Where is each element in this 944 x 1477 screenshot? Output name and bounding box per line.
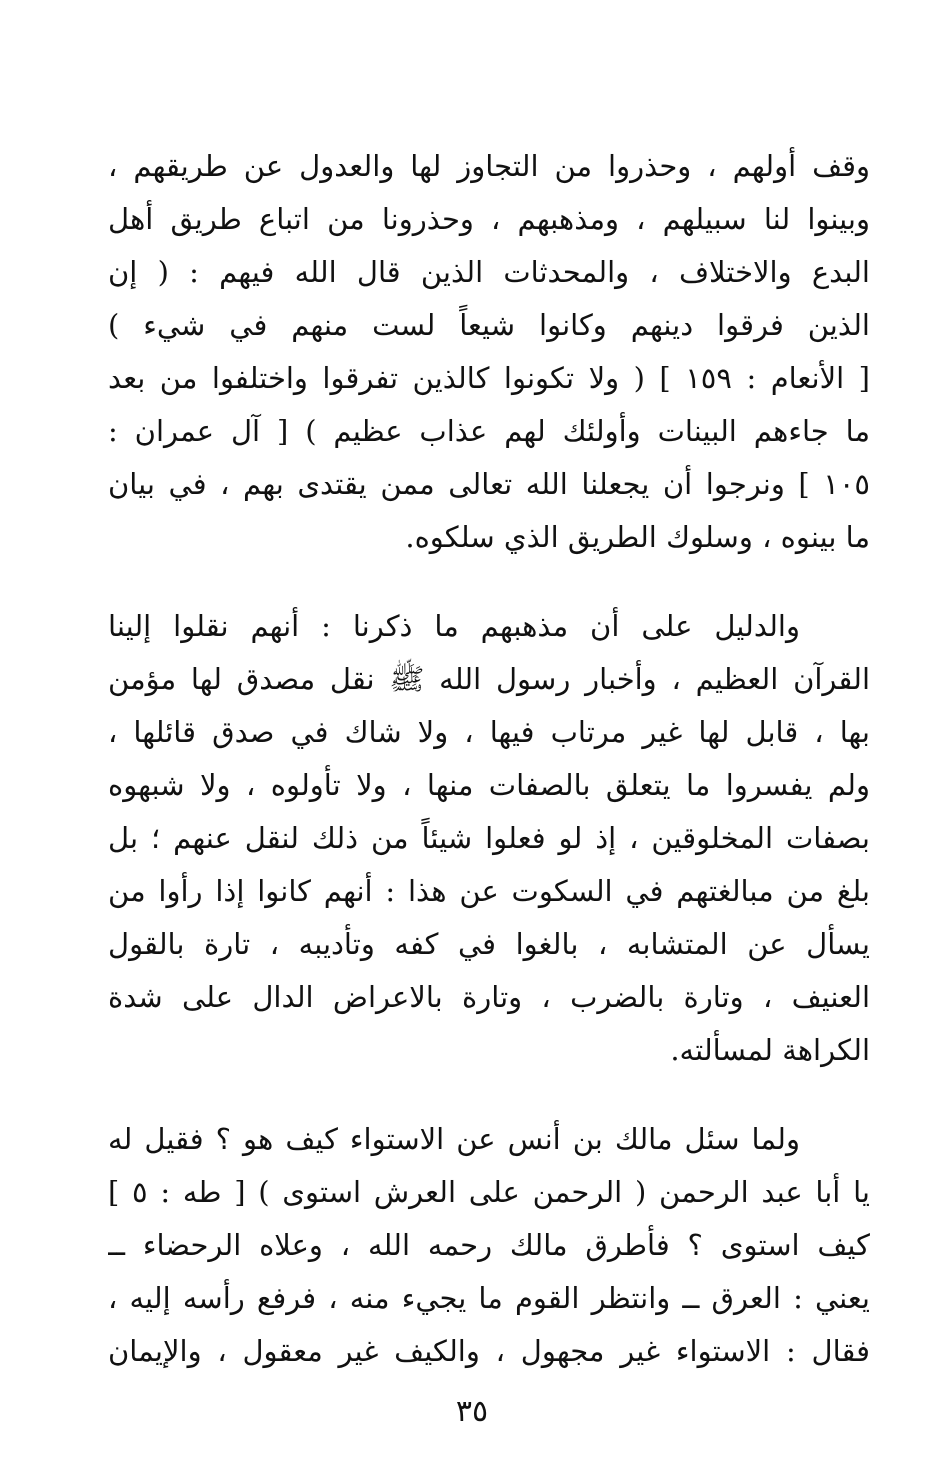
page-number: ٣٥ — [455, 1394, 489, 1429]
paragraph-gap — [108, 564, 870, 600]
text-line: يعني : العرق ــ وانتظر القوم ما يجيء منه ، فرفع رأسه إليه ، — [108, 1281, 870, 1315]
text-line: يسأل عن المتشابه ، بالغوا في كفه وتأديبه ، تارة بالقول — [108, 927, 870, 961]
text-line: العنيف ، وتارة بالضرب ، وتارة بالاعراض الدال على شدة — [108, 980, 870, 1014]
text-line: ما جاءهم البينات وأولئك لهم عذاب عظيم ) [ آل عمران : — [108, 414, 870, 448]
text-line: ولما سئل مالك بن أنس عن الاستواء كيف هو ؟ فقيل له — [108, 1122, 800, 1156]
text-line: بلغ من مبالغتهم في السكوت عن هذا : أنهم كانوا إذا رأوا من — [108, 874, 870, 908]
text-line: الذين فرقوا دينهم وكانوا شيعاً لست منهم في شيء ) — [108, 308, 870, 342]
text-line: بها ، قابل لها غير مرتاب فيها ، ولا شاك في صدق قائلها ، — [108, 715, 870, 749]
text-line: ما بينوه ، وسلوك الطريق الذي سلكوه. — [405, 520, 870, 554]
text-line: البدع والاختلاف ، والمحدثات الذين قال الله فيهم : ( إن — [108, 255, 870, 289]
paragraph-1 — [108, 140, 870, 564]
paragraph-2 — [108, 600, 870, 1077]
page-body — [108, 140, 870, 1378]
text-line: فقال : الاستواء غير مجهول ، والكيف غير معقول ، والإيمان — [108, 1334, 870, 1368]
text-line: الكراهة لمسألته. — [670, 1033, 870, 1067]
text-line: وقف أولهم ، وحذروا من التجاوز لها والعدول عن طريقهم ، — [108, 149, 870, 183]
text-line: وبينوا لنا سبيلهم ، ومذهبهم ، وحذرونا من اتباع طريق أهل — [108, 202, 870, 236]
text-line: ١٠٥ ] ونرجوا أن يجعلنا الله تعالى ممن يقتدى بهم ، في بيان — [108, 467, 870, 501]
paragraph-3 — [108, 1113, 870, 1378]
text-line: والدليل على أن مذهبهم ما ذكرنا : أنهم نقلوا إلينا — [108, 609, 800, 643]
paragraph-gap — [108, 1077, 870, 1113]
text-line: كيف استوى ؟ فأطرق مالك رحمه الله ، وعلاه الرحضاء ــ — [108, 1228, 870, 1262]
text-line: القرآن العظيم ، وأخبار رسول الله ﷺ نقل مصدق لها مؤمن — [108, 662, 870, 696]
text-line: [ الأنعام : ١٥٩ ] ( ولا تكونوا كالذين تفرقوا واختلفوا من بعد — [108, 361, 870, 395]
text-line: ولم يفسروا ما يتعلق بالصفات منها ، ولا تأولوه ، ولا شبهوه — [108, 768, 870, 802]
text-line: بصفات المخلوقين ، إذ لو فعلوا شيئاً من ذلك لنقل عنهم ؛ بل — [108, 821, 870, 855]
text-line: يا أبا عبد الرحمن ( الرحمن على العرش استوى ) [ طه : ٥ ] — [108, 1175, 870, 1209]
